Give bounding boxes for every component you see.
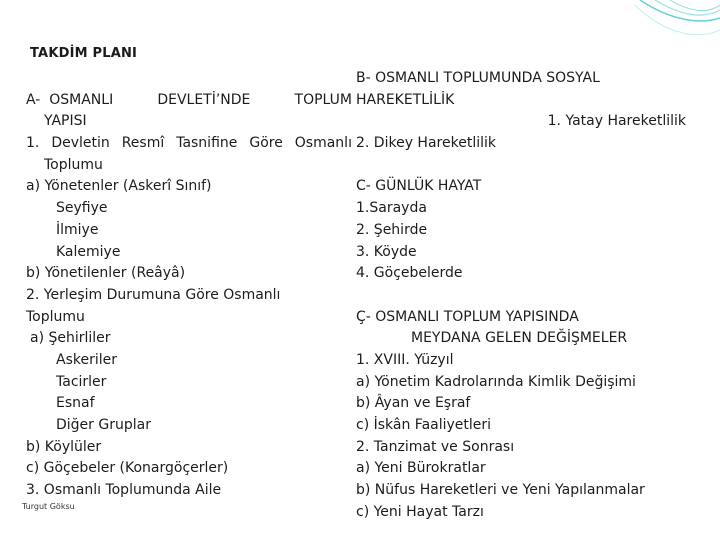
section-a-heading: A- OSMANLI DEVLETİ’NDE TOPLUM xyxy=(26,91,352,108)
list-item: Toplumu xyxy=(26,308,85,325)
list-item: 2. Tanzimat ve Sonrası xyxy=(356,438,515,455)
list-item: b) Nüfus Hareketleri ve Yeni Yapılanmalar xyxy=(356,482,645,499)
list-item: İlmiye xyxy=(56,221,99,238)
list-item: Tacirler xyxy=(56,373,107,390)
list-item: b) Âyan ve Eşraf xyxy=(356,395,471,412)
list-item: a) Yeni Bürokratlar xyxy=(356,460,486,477)
list-item: Askeriler xyxy=(56,351,117,368)
section-cc-heading: Ç- OSMANLI TOPLUM YAPISINDA xyxy=(356,308,579,325)
item-1-heading: 1. Devletin Resmî Tasnifine Göre Osmanlı xyxy=(26,135,352,152)
list-item: a) Şehirliler xyxy=(30,330,111,347)
list-item: c) İskân Faaliyetleri xyxy=(356,417,492,433)
right-column xyxy=(356,68,696,523)
list-item: 1. XVIII. Yüzyıl xyxy=(356,351,454,368)
list-item: 3. Osmanlı Toplumunda Aile xyxy=(26,482,222,499)
section-cc-heading-cont: MEYDANA GELEN DEĞİŞMELER xyxy=(411,330,628,347)
slide-title: TAKDİM PLANI xyxy=(30,46,138,61)
author-credit: Turgut Göksu xyxy=(22,502,75,511)
list-item: 3. Köyde xyxy=(356,243,417,260)
list-item: a) Yönetenler (Askerî Sınıf) xyxy=(26,178,212,195)
list-item: 1. Yatay Hareketlilik xyxy=(547,113,686,130)
list-item: Kalemiye xyxy=(56,243,121,260)
list-item: c) Göçebeler (Konargöçerler) xyxy=(26,460,229,477)
list-item: Esnaf xyxy=(56,395,95,412)
list-item: 2. Şehirde xyxy=(356,221,428,238)
list-item: a) Yönetim Kadrolarında Kimlik Değişimi xyxy=(356,373,636,390)
item-1-heading-cont: Toplumu xyxy=(44,156,103,173)
list-item: 2. Yerleşim Durumuna Göre Osmanlı xyxy=(26,286,281,303)
list-item: b) Köylüler xyxy=(26,438,102,455)
left-column xyxy=(26,68,352,502)
list-item: Seyfiye xyxy=(56,200,108,217)
list-item: 4. Göçebelerde xyxy=(356,265,463,282)
section-c-heading: C- GÜNLÜK HAYAT xyxy=(356,178,482,195)
list-item: b) Yönetilenler (Reâyâ) xyxy=(26,265,186,282)
list-item: 2. Dikey Hareketlilik xyxy=(356,135,496,152)
section-a-heading-cont: YAPISI xyxy=(44,113,87,130)
list-item: Diğer Gruplar xyxy=(56,417,151,433)
list-item: 1.Sarayda xyxy=(356,200,427,217)
section-b-heading-cont: HAREKETLİLİK xyxy=(356,91,455,108)
section-b-heading: B- OSMANLI TOPLUMUNDA SOSYAL xyxy=(356,70,600,86)
corner-decoration xyxy=(630,0,720,70)
list-item: c) Yeni Hayat Tarzı xyxy=(356,503,484,520)
